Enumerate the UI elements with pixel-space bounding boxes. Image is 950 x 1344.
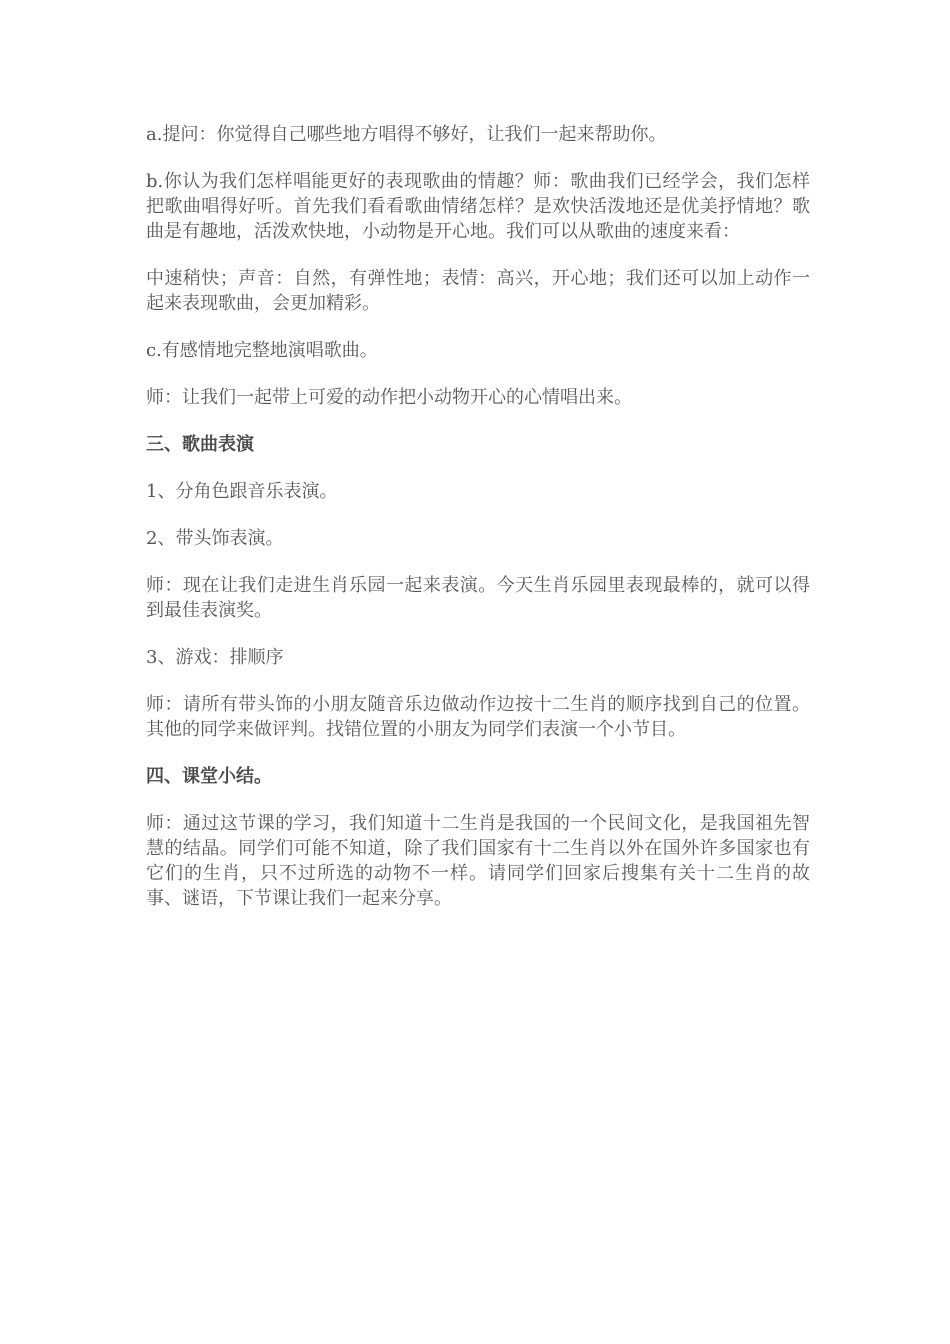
paragraph-teacher-zodiac-park: 师：现在让我们走进生肖乐园一起来表演。今天生肖乐园里表现最棒的，就可以得到最佳表演奖。 (146, 575, 810, 621)
paragraph-c-sing: c.有感情地完整地演唱歌曲。 (146, 340, 378, 361)
section-heading-summary: 四、课堂小结。 (146, 766, 272, 787)
list-item-headwear: 2、带头饰表演。 (146, 528, 284, 549)
paragraph-b-expression: b.你认为我们怎样唱能更好的表现歌曲的情趣？师：歌曲我们已经学会，我们怎样把歌曲唱得好听。首先我们看看歌曲情绪怎样？是欢快活泼地还是优美抒情地？歌曲是有趣地，活泼欢快地，小动物是开心地。我们可以从歌曲的速度来看： (146, 171, 810, 242)
paragraph-teacher-sing: 师：让我们一起带上可爱的动作把小动物开心的心情唱出来。 (146, 387, 632, 408)
document-body (146, 122, 810, 933)
paragraph-a-question: a.提问：你觉得自己哪些地方唱得不够好，让我们一起来帮助你。 (146, 124, 667, 145)
list-item-role-play: 1、分角色跟音乐表演。 (146, 481, 338, 502)
list-item-game-order: 3、游戏：排顺序 (146, 647, 284, 668)
section-heading-performance: 三、歌曲表演 (146, 434, 254, 455)
paragraph-teacher-summary: 师：通过这节课的学习，我们知道十二生肖是我国的一个民间文化，是我国祖先智慧的结晶。同学们可能不知道，除了我们国家有十二生肖以外在国外许多国家也有它们的生肖，只不过所选的动物不一样。请同学们回家后搜集有关十二生肖的故事、谜语，下节课让我们一起来分享。 (146, 813, 810, 909)
paragraph-tempo-voice: 中速稍快；声音：自然，有弹性地；表情：高兴，开心地；我们还可以加上动作一起来表现歌曲，会更加精彩。 (146, 268, 810, 314)
paragraph-teacher-game-rules: 师：请所有带头饰的小朋友随音乐边做动作边按十二生肖的顺序找到自己的位置。其他的同学来做评判。找错位置的小朋友为同学们表演一个小节目。 (146, 694, 810, 740)
